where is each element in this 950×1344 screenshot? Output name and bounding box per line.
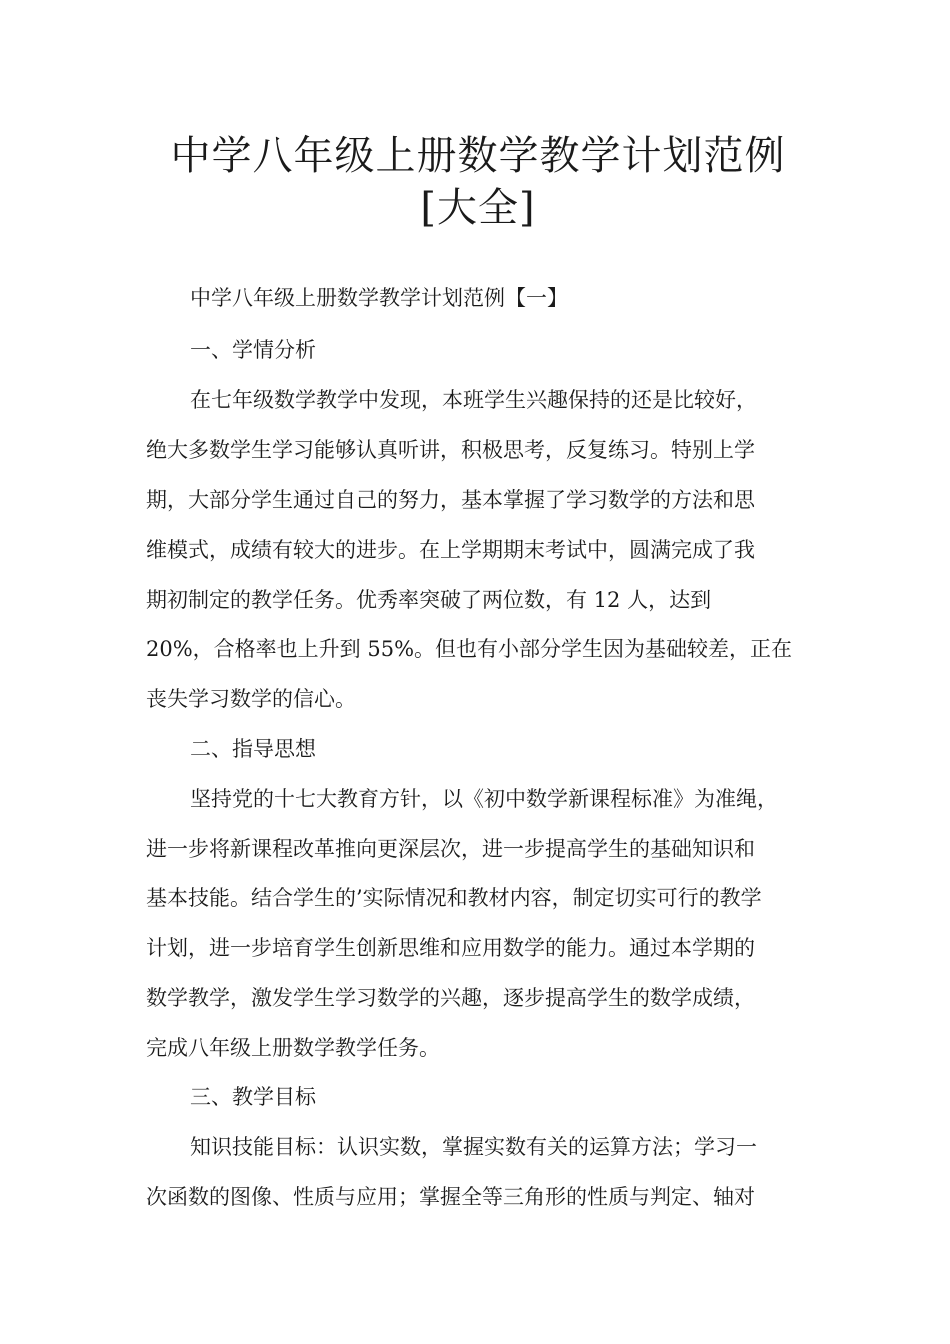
paragraph-line: 进一步将新课程改革推向更深层次，进一步提高学生的基础知识和 [146, 837, 755, 861]
section-heading-guiding-ideas: 二、指导思想 [190, 737, 316, 761]
paragraph-line: 计划，进一步培育学生创新思维和应用数学的能力。通过本学期的 [146, 936, 755, 960]
paragraph-line: 绝大多数学生学习能够认真听讲，积极思考，反复练习。特别上学 [146, 438, 755, 462]
paragraph-line: 在七年级数学教学中发现，本班学生兴趣保持的还是比较好， [190, 388, 757, 412]
paragraph-line: 丧失学习数学的信心。 [146, 687, 356, 711]
paragraph-line: 次函数的图像、性质与应用；掌握全等三角形的性质与判定、轴对 [146, 1185, 755, 1209]
paragraph-line: 基本技能。结合学生的’实际情况和教材内容，制定切实可行的教学 [146, 886, 762, 910]
paragraph-line: 数学教学，激发学生学习数学的兴趣，逐步提高学生的数学成绩， [146, 986, 755, 1010]
paragraph-line: 完成八年级上册数学教学任务。 [146, 1036, 440, 1060]
paragraph-line: 坚持党的十七大教育方针，以《初中数学新课程标准》为准绳， [190, 787, 778, 811]
paragraph-line: 知识技能目标：认识实数，掌握实数有关的运算方法；学习一 [190, 1135, 757, 1159]
paragraph-line: 维模式，成绩有较大的进步。在上学期期末考试中，圆满完成了我 [146, 538, 755, 562]
paragraph-line: 期初制定的教学任务。优秀率突破了两位数，有 12 人，达到 [146, 588, 712, 612]
document-title: 中学八年级上册数学教学计划范例[大全] [170, 133, 786, 231]
paragraph-line: 期，大部分学生通过自己的努力，基本掌握了学习数学的方法和思 [146, 488, 755, 512]
section-heading-analysis: 一、学情分析 [190, 338, 316, 362]
section-heading-teaching-goals: 三、教学目标 [190, 1085, 316, 1109]
paragraph-line: 20%，合格率也上升到 55%。但也有小部分学生因为基础较差，正在 [146, 637, 793, 661]
section-heading-plan-1: 中学八年级上册数学教学计划范例【一】 [190, 286, 568, 310]
